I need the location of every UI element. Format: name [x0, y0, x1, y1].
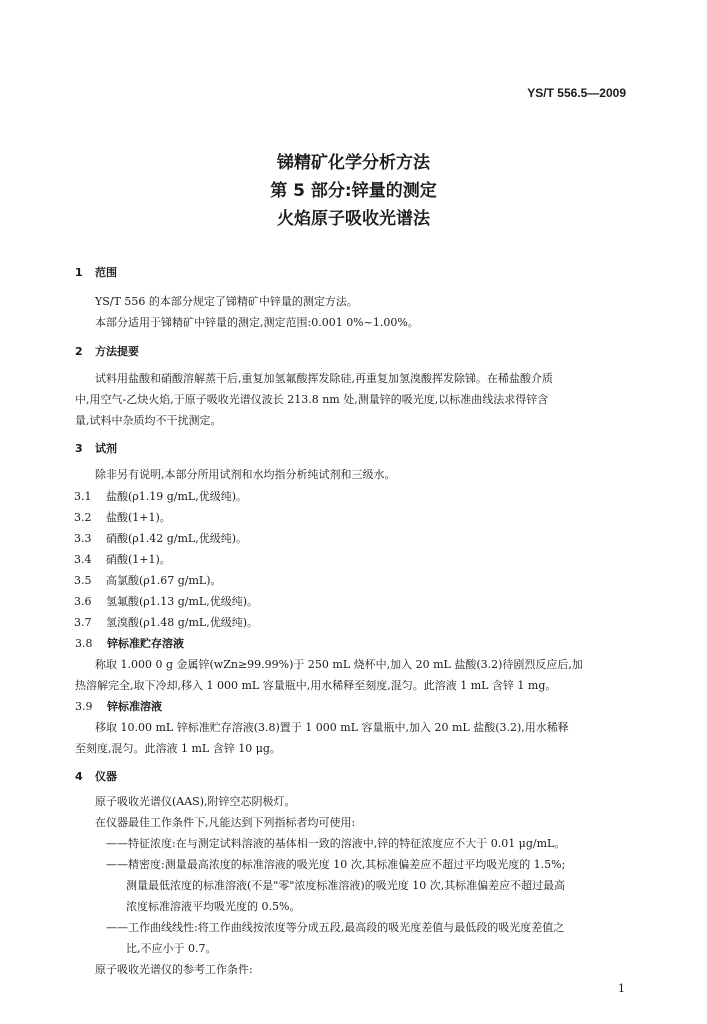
section-1-paragraph-2: 本部分适用于锑精矿中锌量的测定,测定范围:0.001 0%~1.00%。 [95, 316, 419, 329]
section-2-line-3: 量,试料中杂质均不干扰测定。 [75, 414, 222, 427]
page-number: 1 [618, 982, 625, 995]
reagent-item: 3.4 硝酸(1+1)。 [74, 553, 171, 566]
criterion-precision-line-3: 浓度标准溶液平均吸光度的 0.5%。 [126, 900, 301, 913]
document-title-line-2: 第 5 部分:锌量的测定 [270, 181, 437, 201]
subsection-3-8-line-2: 热溶解完全,取下冷却,移入 1 000 mL 容量瓶中,用水稀释至刻度,混匀。此溶液 1 mL 含锌 1 mg。 [75, 679, 557, 692]
criterion-linearity-line-2: 比,不应小于 0.7。 [126, 942, 217, 955]
section-4-heading [75, 768, 117, 784]
subsection-3-9-line-2: 至刻度,混匀。此溶液 1 mL 含锌 10 μg。 [75, 742, 281, 755]
section-title: 仪器 [95, 770, 117, 783]
criterion-precision-line-1: ——精密度:测量最高浓度的标准溶液的吸光度 10 次,其标准偏差应不超过平均吸光度的 1.5%; [106, 858, 566, 871]
section-2-heading [75, 343, 139, 359]
criterion-precision-line-2: 测量最低浓度的标准溶液(不是"零"浓度标准溶液)的吸光度 10 次,其标准偏差应不超过最高 [126, 879, 566, 892]
section-1-heading [75, 264, 117, 280]
reagent-item: 3.1 盐酸(ρ1.19 g/mL,优级纯)。 [74, 490, 248, 503]
section-4-paragraph-1: 原子吸收光谱仪(AAS),附锌空芯阴极灯。 [95, 795, 296, 808]
criterion-linearity-line-1: ——工作曲线线性:将工作曲线按浓度等分成五段,最高段的吸光度差值与最低段的吸光度差值之 [106, 921, 565, 934]
section-2-line-1: 试料用盐酸和硝酸溶解蒸干后,重复加氢氟酸挥发除硅,再重复加氢溴酸挥发除锑。在稀盐酸介质 [95, 372, 553, 385]
reagent-item: 3.5 高氯酸(ρ1.67 g/mL)。 [74, 574, 222, 587]
section-number: 3 [75, 442, 83, 455]
section-3-heading [75, 440, 117, 456]
section-number: 4 [75, 770, 83, 783]
section-title: 试剂 [95, 442, 117, 455]
reagent-item: 3.2 盐酸(1+1)。 [74, 511, 171, 524]
document-title-line-3: 火焰原子吸收光谱法 [277, 209, 430, 229]
section-title: 范围 [95, 266, 117, 279]
subsection-3-9-heading: 3.9 锌标准溶液 [75, 700, 162, 713]
document-title-line-1: 锑精矿化学分析方法 [277, 153, 430, 173]
section-1-paragraph-1: YS/T 556 的本部分规定了锑精矿中锌量的测定方法。 [95, 295, 358, 308]
standard-code: YS/T 556.5—2009 [527, 86, 626, 100]
section-number: 2 [75, 345, 83, 358]
section-number: 1 [75, 266, 83, 279]
subsection-3-8-heading: 3.8 锌标准贮存溶液 [75, 637, 184, 650]
section-title: 方法提要 [95, 345, 139, 358]
criterion-characteristic-concentration: ——特征浓度:在与测定试料溶液的基体相一致的溶液中,锌的特征浓度应不大于 0.01 μg/mL。 [106, 837, 566, 850]
subsection-3-8-line-1: 称取 1.000 0 g 金属锌(wZn≥99.99%)于 250 mL 烧杯中,加入 20 mL 盐酸(3.2)待剧烈反应后,加 [95, 658, 583, 671]
reagent-item: 3.3 硝酸(ρ1.42 g/mL,优级纯)。 [74, 532, 248, 545]
section-4-paragraph-3: 原子吸收光谱仪的参考工作条件: [95, 963, 253, 976]
reagent-item: 3.7 氢溴酸(ρ1.48 g/mL,优级纯)。 [74, 616, 259, 629]
reagent-item: 3.6 氢氟酸(ρ1.13 g/mL,优级纯)。 [74, 595, 259, 608]
section-4-paragraph-2: 在仪器最佳工作条件下,凡能达到下列指标者均可使用: [95, 816, 356, 829]
subsection-3-9-line-1: 移取 10.00 mL 锌标准贮存溶液(3.8)置于 1 000 mL 容量瓶中,加入 20 mL 盐酸(3.2),用水稀释 [95, 721, 569, 734]
section-3-intro: 除非另有说明,本部分所用试剂和水均指分析纯试剂和三级水。 [95, 468, 396, 481]
section-2-line-2: 中,用空气-乙炔火焰,于原子吸收光谱仪波长 213.8 nm 处,测量锌的吸光度,以标准曲线法求得锌含 [75, 393, 549, 406]
